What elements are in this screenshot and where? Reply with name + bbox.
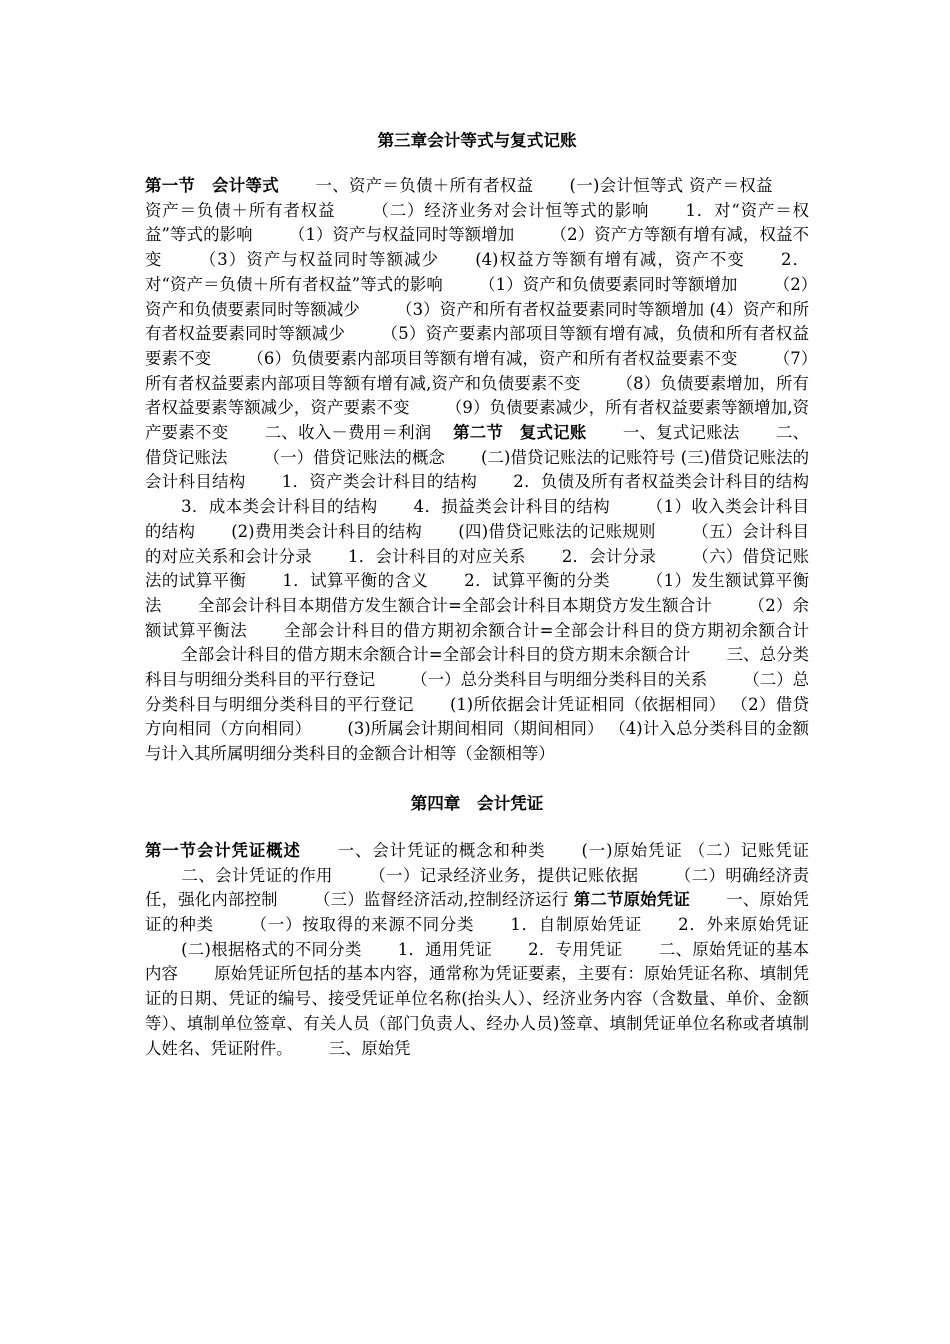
text-item: （五）会计科目的对应关系和会计分录: [145, 521, 810, 566]
text-item: (一)原始凭证: [581, 840, 683, 860]
section-heading: 第二节 复式记账: [452, 423, 587, 443]
chapter-4-title: 第四章 会计凭证: [410, 792, 544, 813]
text-item: (二)借贷记账法的记账符号: [481, 447, 676, 467]
text-item: (1)所依据会计凭证相同（依据相同）: [449, 694, 726, 714]
text-item: 一、复式记账法: [622, 423, 740, 443]
section-heading: 第二节原始凭证: [573, 890, 690, 910]
text-item: 二、会计凭证的作用: [181, 865, 333, 885]
text-item: 全部会计科目的借方期末余额合计=全部会计科目的贷方期末余额合计: [181, 645, 691, 665]
text-item: （一）记录经济业务，提供记账依据: [368, 865, 639, 885]
text-item: 三、总分类科目与明细分类科目的平行登记: [145, 645, 810, 690]
text-item: （一）按取得的来源不同分类: [249, 914, 475, 934]
text-item: 资产＝负债＋所有者权益: [145, 200, 336, 220]
text-item: 1．对“资产＝权益”等式的影响: [145, 200, 810, 245]
text-item: (一)会计恒等式: [569, 176, 684, 195]
text-item: 二、借贷记账法: [145, 423, 810, 467]
text-item: 三、原始凭: [328, 1038, 411, 1058]
text-item: 一、会计凭证的概念和种类: [336, 840, 546, 860]
text-item: 2．会计分录: [561, 546, 657, 566]
text-item: （二）经济业务对会计恒等式的影响: [371, 200, 650, 220]
text-item: （二）总分类科目与明细分类科目的平行登记: [145, 670, 810, 714]
text-item: （3）资产与权益同时等额减少: [198, 250, 440, 270]
text-item: （6）负债要素内部项目等额有增有减，资产和所有者权益要素不变: [247, 348, 738, 368]
text-item: 4．损益类会计科目的结构: [413, 497, 611, 517]
section-heading: 第一节 会计等式: [145, 176, 280, 195]
text-item: (四)借贷记账法的记账规则: [458, 521, 656, 541]
text-item: 资产＝权益: [689, 176, 773, 195]
text-item: 一、资产＝负债＋所有者权益: [315, 176, 534, 195]
chapter-4-body: [145, 839, 809, 1061]
text-item: （1）资产与权益同时等额增加: [288, 225, 515, 245]
text-item: 1．会计科目的对应关系: [348, 546, 526, 566]
section-heading: 第一节会计凭证概述: [145, 840, 301, 860]
text-item: (三)借贷记账法的会计科目结构: [145, 447, 809, 492]
text-item: （5）资产要素内部项目等额有增有减，负债和所有者权益要素不变: [145, 324, 809, 368]
text-item: 二、收入－费用＝利润: [264, 423, 432, 443]
text-item: (二)根据格式的不同分类: [181, 939, 362, 959]
text-item: （六）借贷记账法的试算平衡: [145, 546, 809, 591]
text-item: （2）借贷方向相同（方向相同）: [145, 694, 810, 739]
text-item: （2）资产和负债要素同时等额减少: [145, 274, 809, 319]
chapter-3-title: 第三章会计等式与复式记账: [377, 130, 577, 150]
text-item: 2．试算平衡的分类: [464, 571, 611, 591]
text-item: 二、原始凭证的基本内容: [145, 939, 809, 984]
text-item: 1．自制原始凭证: [510, 914, 643, 934]
text-item: (4）资产和所有者权益要素同时等额减少: [145, 299, 809, 344]
text-item: （2）资产方等额有增有减，权益不变: [145, 225, 809, 270]
text-item: （8）负债要素增加，所有者权益要素等额减少，资产要素不变: [145, 373, 809, 418]
text-item: （3）资产和所有者权益要素同时等额增加: [395, 299, 705, 319]
text-item: （二）明确经济责任，强化内部控制: [145, 865, 810, 910]
text-item: (4)权益方等额有增有减，资产不变: [475, 250, 745, 270]
text-item: （一）借贷记账法的概念: [263, 447, 445, 467]
text-item: 原始凭证所包括的基本内容，通常称为凭证要素，主要有：原始凭证名称、填制凭证的日期、凭证的编号、接受凭证单位名称(抬头人）、经济业务内容（含数量、单价、金额等）、填制单位签章、有关人员（部门负责人、经办人员)签章、填制凭证单位名称或者填制人姓名、凭证附件。: [145, 964, 810, 1058]
document-page: [145, 128, 809, 1061]
text-item: （三）监督经济活动,控制经济运行: [313, 890, 569, 910]
text-item: 一、原始凭证的种类: [145, 890, 810, 934]
text-item: 1．通用凭证: [397, 939, 493, 959]
text-item: （4)计入总分类科目的金额与计入其所属明细分类科目的金额合计相等（金额相等）: [145, 719, 809, 764]
text-item: （7）所有者权益要素内部项目等额有增有减,资产和负债要素不变: [145, 348, 810, 393]
text-item: 1．试算平衡的含义: [282, 571, 429, 591]
text-item: 1．资产类会计科目的结构: [281, 472, 478, 492]
text-item: 3．成本类会计科目的结构: [181, 497, 378, 517]
text-item: （2）余额试算平衡法: [145, 595, 809, 640]
text-item: (3)所属会计期间相同（期间相同）: [347, 719, 604, 739]
text-item: (2)费用类会计科目的结构: [231, 521, 423, 541]
text-item: 2．对“资产＝负债＋所有者权益”等式的影响: [145, 250, 810, 294]
text-item: （1）资产和负债要素同时等额增加: [478, 274, 738, 294]
text-item: （一）总分类科目与明细分类科目的关系: [411, 670, 708, 690]
chapter-3-body: [145, 174, 809, 767]
text-item: （二）记账凭证: [688, 840, 810, 860]
text-item: （9）负债要素减少，所有者权益要素等额增加,资产要素不变: [145, 398, 809, 443]
text-item: （1）收入类会计科目的结构: [145, 497, 809, 541]
text-item: （1）发生额试算平衡法: [145, 571, 810, 615]
text-item: 2．负债及所有者权益类会计科目的结构: [513, 472, 809, 492]
text-item: 全部会计科目的借方期初余额合计=全部会计科目的贷方期初余额合计: [283, 620, 810, 640]
text-item: 2．专用凭证: [528, 939, 623, 959]
text-item: 2．外来原始凭证: [678, 914, 809, 934]
text-item: 全部会计科目本期借方发生额合计=全部会计科目本期贷方发生额合计: [197, 595, 713, 615]
